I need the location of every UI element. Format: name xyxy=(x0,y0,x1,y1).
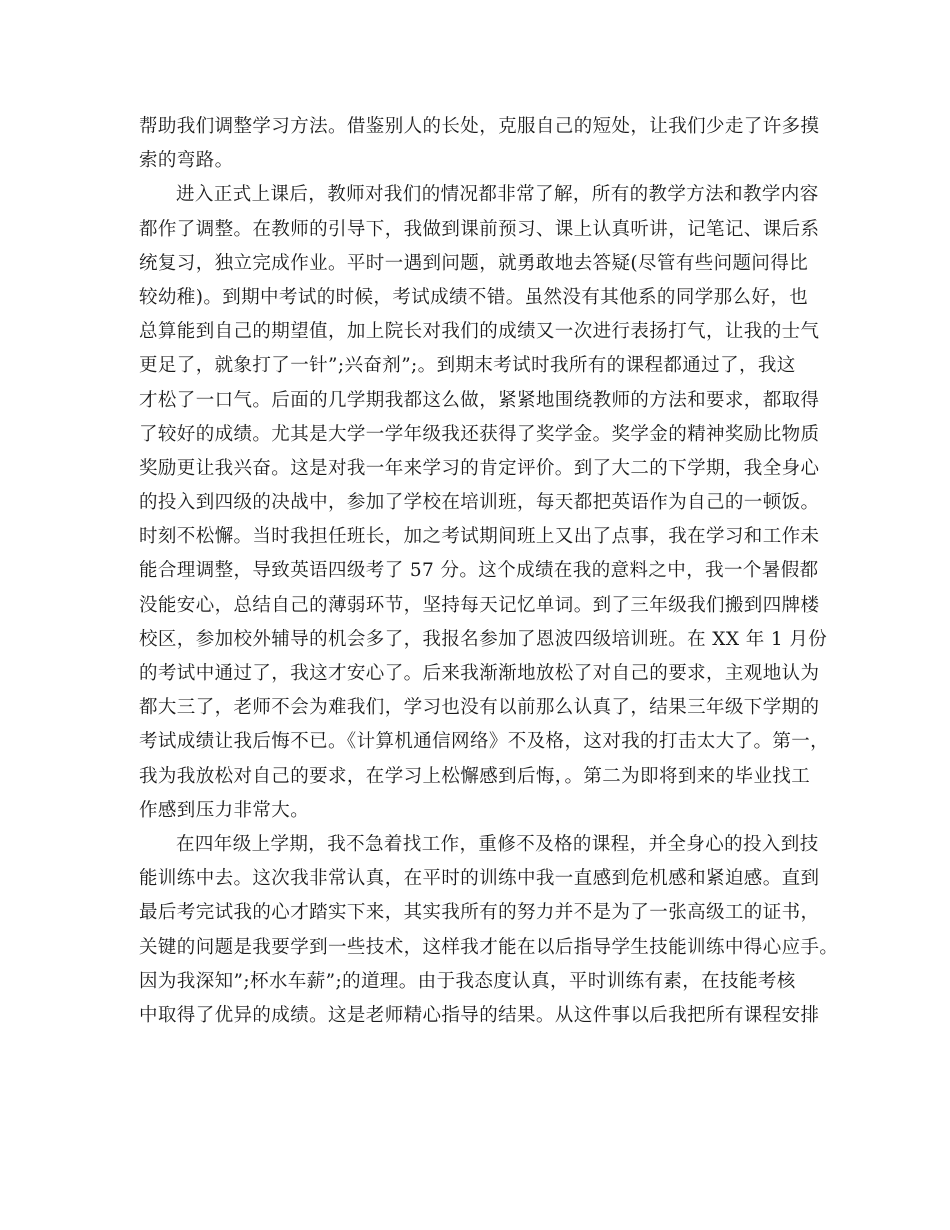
text-line: 考试成绩让我后悔不已。《计算机通信网络》不及格，这对我的打击太大了。第一， xyxy=(139,731,830,753)
text-line: 作感到压力非常大。 xyxy=(139,799,310,821)
text-line: 都大三了，老师不会为难我们，学习也没有以前那么认真了，结果三年级下学期的 xyxy=(139,697,820,719)
text-line: 最后考完试我的心才踏实下来，其实我所有的努力并不是为了一张高级工的证书， xyxy=(139,902,820,924)
text-line: 较幼稚)。到期中考试的时候，考试成绩不错。虽然没有其他系的同学那么好，也 xyxy=(139,286,809,308)
paragraph-first-line: 进入正式上课后，教师对我们的情况都非常了解，所有的教学方法和教学内容 xyxy=(176,184,819,206)
text-line: 关键的问题是我要学到一些技术，这样我才能在以后指导学生技能训练中得心应手。 xyxy=(139,936,839,958)
text-line: 奖励更让我兴奋。这是对我一年来学习的肯定评价。到了大二的下学期，我全身心 xyxy=(139,457,820,479)
text-line: 能训练中去。这次我非常认真，在平时的训练中我一直感到危机感和紧迫感。直到 xyxy=(139,868,820,890)
text-line: 统复习，独立完成作业。平时一遇到问题，就勇敢地去答疑(尽管有些问题问得比 xyxy=(139,252,809,274)
paragraph-first-line: 在四年级上学期，我不急着找工作，重修不及格的课程，并全身心的投入到技 xyxy=(176,833,819,855)
document-body xyxy=(0,110,950,1033)
text-line: 帮助我们调整学习方法。借鉴别人的长处，克服自己的短处，让我们少走了许多摸 xyxy=(139,116,820,137)
text-line: 我为我放松对自己的要求，在学习上松懈感到后悔，。第二为即将到来的毕业找工 xyxy=(139,765,811,787)
text-line: 了较好的成绩。尤其是大学一学年级我还获得了奖学金。奖学金的精神奖励比物质 xyxy=(139,423,820,445)
text-line: 没能安心，总结自己的薄弱环节，坚持每天记忆单词。到了三年级我们搬到四牌楼 xyxy=(139,594,820,616)
text-line: 索的弯路。 xyxy=(139,150,234,172)
text-line: 的投入到四级的决战中，参加了学校在培训班，每天都把英语作为自己的一顿饭。 xyxy=(139,492,820,514)
text-line: 的考试中通过了，我这才安心了。后来我渐渐地放松了对自己的要求，主观地认为 xyxy=(139,663,820,684)
text-line: 因为我深知”;杯水车薪”;的道理。由于我态度认真，平时训练有素，在技能考核 xyxy=(139,970,796,992)
text-line: 校区，参加校外辅导的机会多了，我报名参加了恩波四级培训班。在 XX 年 1 月份 xyxy=(139,628,828,650)
text-line: 总算能到自己的期望值，加上院长对我们的成绩又一次进行表扬打气，让我的士气 xyxy=(139,321,820,343)
text-line: 都作了调整。在教师的引导下，我做到课前预习、课上认真听讲，记笔记、课后系 xyxy=(139,218,820,240)
text-line: 更足了，就象打了一针”;兴奋剂”;。到期末考试时我所有的课程都通过了，我这 xyxy=(139,355,796,377)
text-line: 能合理调整，导致英语四级考了 57 分。这个成绩在我的意料之中，我一个暑假都 xyxy=(139,560,819,582)
text-line: 时刻不松懈。当时我担任班长，加之考试期间班上又出了点事，我在学习和工作未 xyxy=(139,526,820,548)
text-line: 中取得了优异的成绩。这是老师精心指导的结果。从这件事以后我把所有课程安排 xyxy=(139,1004,820,1026)
text-line: 才松了一口气。后面的几学期我都这么做，紧紧地围绕教师的方法和要求，都取得 xyxy=(139,389,820,411)
